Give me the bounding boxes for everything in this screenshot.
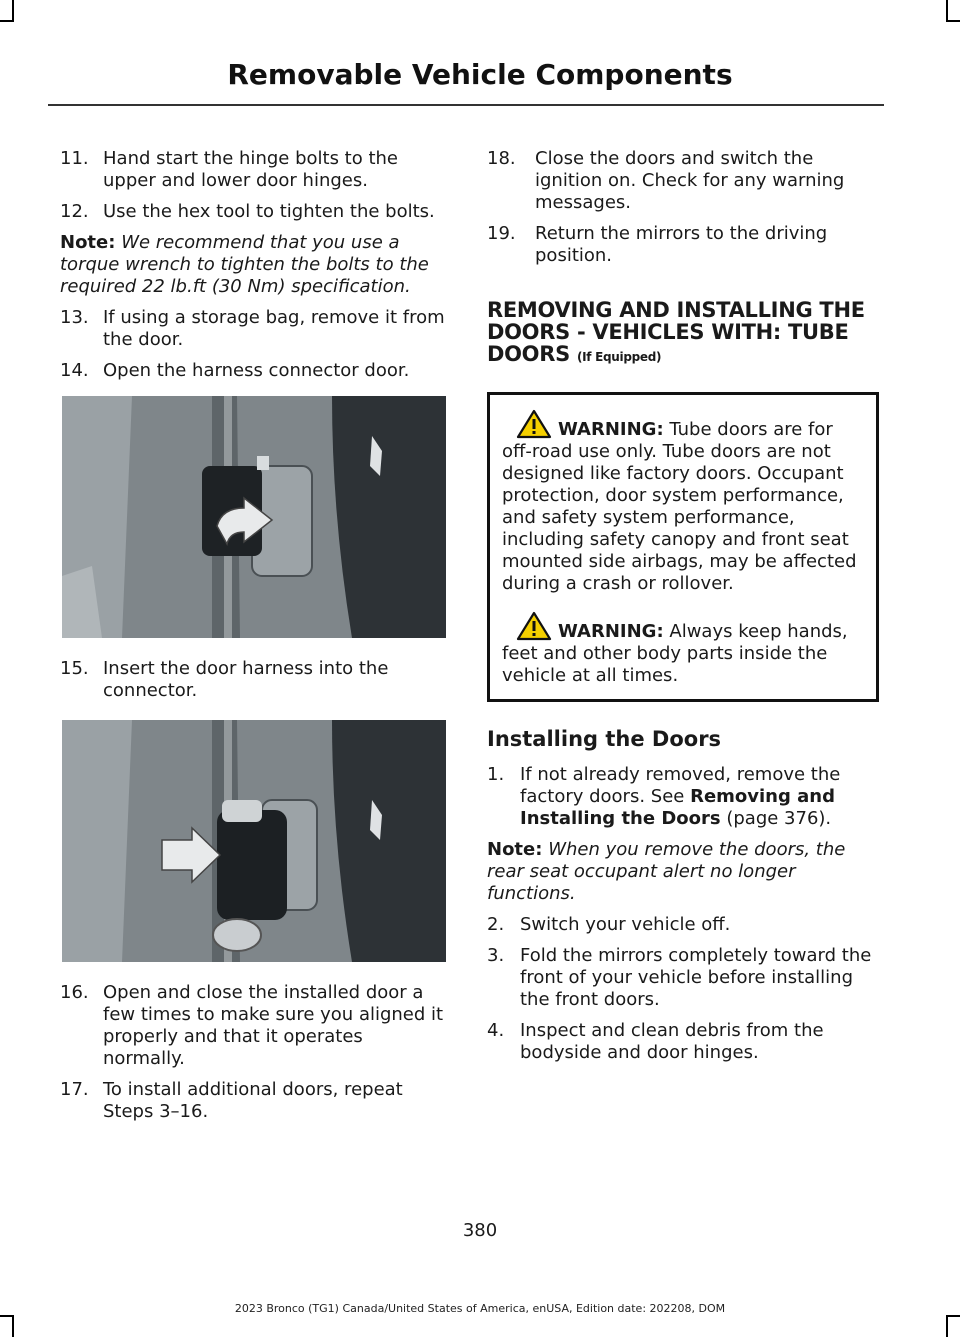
step-number: 13. [60,307,89,328]
note-text: When you remove the doors, the rear seat occupant alert no longer functions. [487,839,846,904]
note [487,839,879,905]
step-item [487,945,879,1011]
step-text: Open the harness connector door. [103,360,410,381]
step-number: 12. [60,201,89,222]
step-text: Open and close the installed door a few times to make sure you aligned it properly and that it operates normally. [103,982,444,1069]
step-item [60,360,448,382]
note-text: We recommend that you use a torque wrench to tighten the bolts to the required 22 lb.ft (30 Nm) specification. [60,232,429,297]
crop-mark [12,1315,14,1337]
crop-mark [946,1315,960,1317]
crop-mark [946,0,948,20]
page-number: 380 [462,1220,498,1241]
warning-item [502,409,864,595]
step-number: 19. [487,223,516,244]
left-column [60,148,448,1132]
step-item [487,148,879,214]
warning-box [487,392,879,702]
step-text-after: (page 376). [720,808,832,829]
step-number: 18. [487,148,516,169]
right-column [487,148,879,1073]
crop-mark [0,20,14,22]
step-text [520,764,879,830]
cross-reference-link[interactable]: Removing and Installing the Doors [520,786,835,829]
subsection-heading: Installing the Doors [487,727,722,751]
step-item [487,1020,879,1064]
step-number: 14. [60,360,89,381]
crop-mark [0,1315,14,1317]
warning-text: Always keep hands, feet and other body parts inside the vehicle at all times. [502,621,848,686]
note-label: Note: [60,232,116,253]
step-item [60,1079,448,1123]
step-item [487,223,879,267]
step-item [487,764,879,830]
step-item [60,148,448,192]
note-label: Note: [487,839,543,860]
section-heading [487,299,879,368]
door-harness-insertion-illustration [62,720,446,962]
step-number: 1. [487,764,505,785]
warning-item [502,611,864,687]
step-number: 17. [60,1079,89,1100]
step-text: Inspect and clean debris from the bodyside and door hinges. [520,1020,824,1063]
warning-triangle-icon [516,611,552,641]
step-text: Hand start the hinge bolts to the upper and lower door hinges. [103,148,398,191]
warning-label: WARNING: [558,621,664,642]
step-text: Fold the mirrors completely toward the front of your vehicle before installing the front doors. [520,945,872,1010]
step-number: 2. [487,914,505,935]
step-number: 4. [487,1020,505,1041]
step-text-before: If not already removed, remove the factory doors. See [520,764,841,807]
step-item [60,201,448,223]
step-item [60,982,448,1070]
step-text: To install additional doors, repeat Steps 3–16. [103,1079,403,1122]
step-number: 16. [60,982,89,1003]
harness-connector-door-illustration [62,396,446,638]
crop-mark [946,20,960,22]
header-divider [48,104,884,106]
warning-text: Tube doors are for off-road use only. Tube doors are not designed like factory doors. Occupant protection, door system performance, and safety system performance, including safety canopy and front seat mounted side airbags, may be affected during a crash or rollover. [502,419,857,594]
step-item [60,658,448,702]
note [60,232,448,298]
crop-mark [946,1315,948,1337]
crop-mark [12,0,14,20]
footer-edition-info: 2023 Bronco (TG1) Canada/United States of America, enUSA, Edition date: 202208, DOM [234,1302,726,1315]
step-number: 11. [60,148,89,169]
step-text: Insert the door harness into the connector. [103,658,389,701]
step-text: Switch your vehicle off. [520,914,731,935]
step-text: Use the hex tool to tighten the bolts. [103,201,435,222]
step-text: Return the mirrors to the driving position. [535,223,828,266]
page-title: Removable Vehicle Components [227,58,733,91]
section-heading-main: REMOVING AND INSTALLING THE DOORS - VEHICLES WITH: TUBE DOORS [487,298,865,366]
step-text: If using a storage bag, remove it from the door. [103,307,445,350]
step-number: 3. [487,945,505,966]
step-text: Close the doors and switch the ignition on. Check for any warning messages. [535,148,845,213]
step-item [487,914,879,936]
section-heading-suffix: (If Equipped) [576,350,662,364]
step-number: 15. [60,658,89,679]
warning-label: WARNING: [558,419,664,440]
step-item [60,307,448,351]
warning-triangle-icon [516,409,552,439]
